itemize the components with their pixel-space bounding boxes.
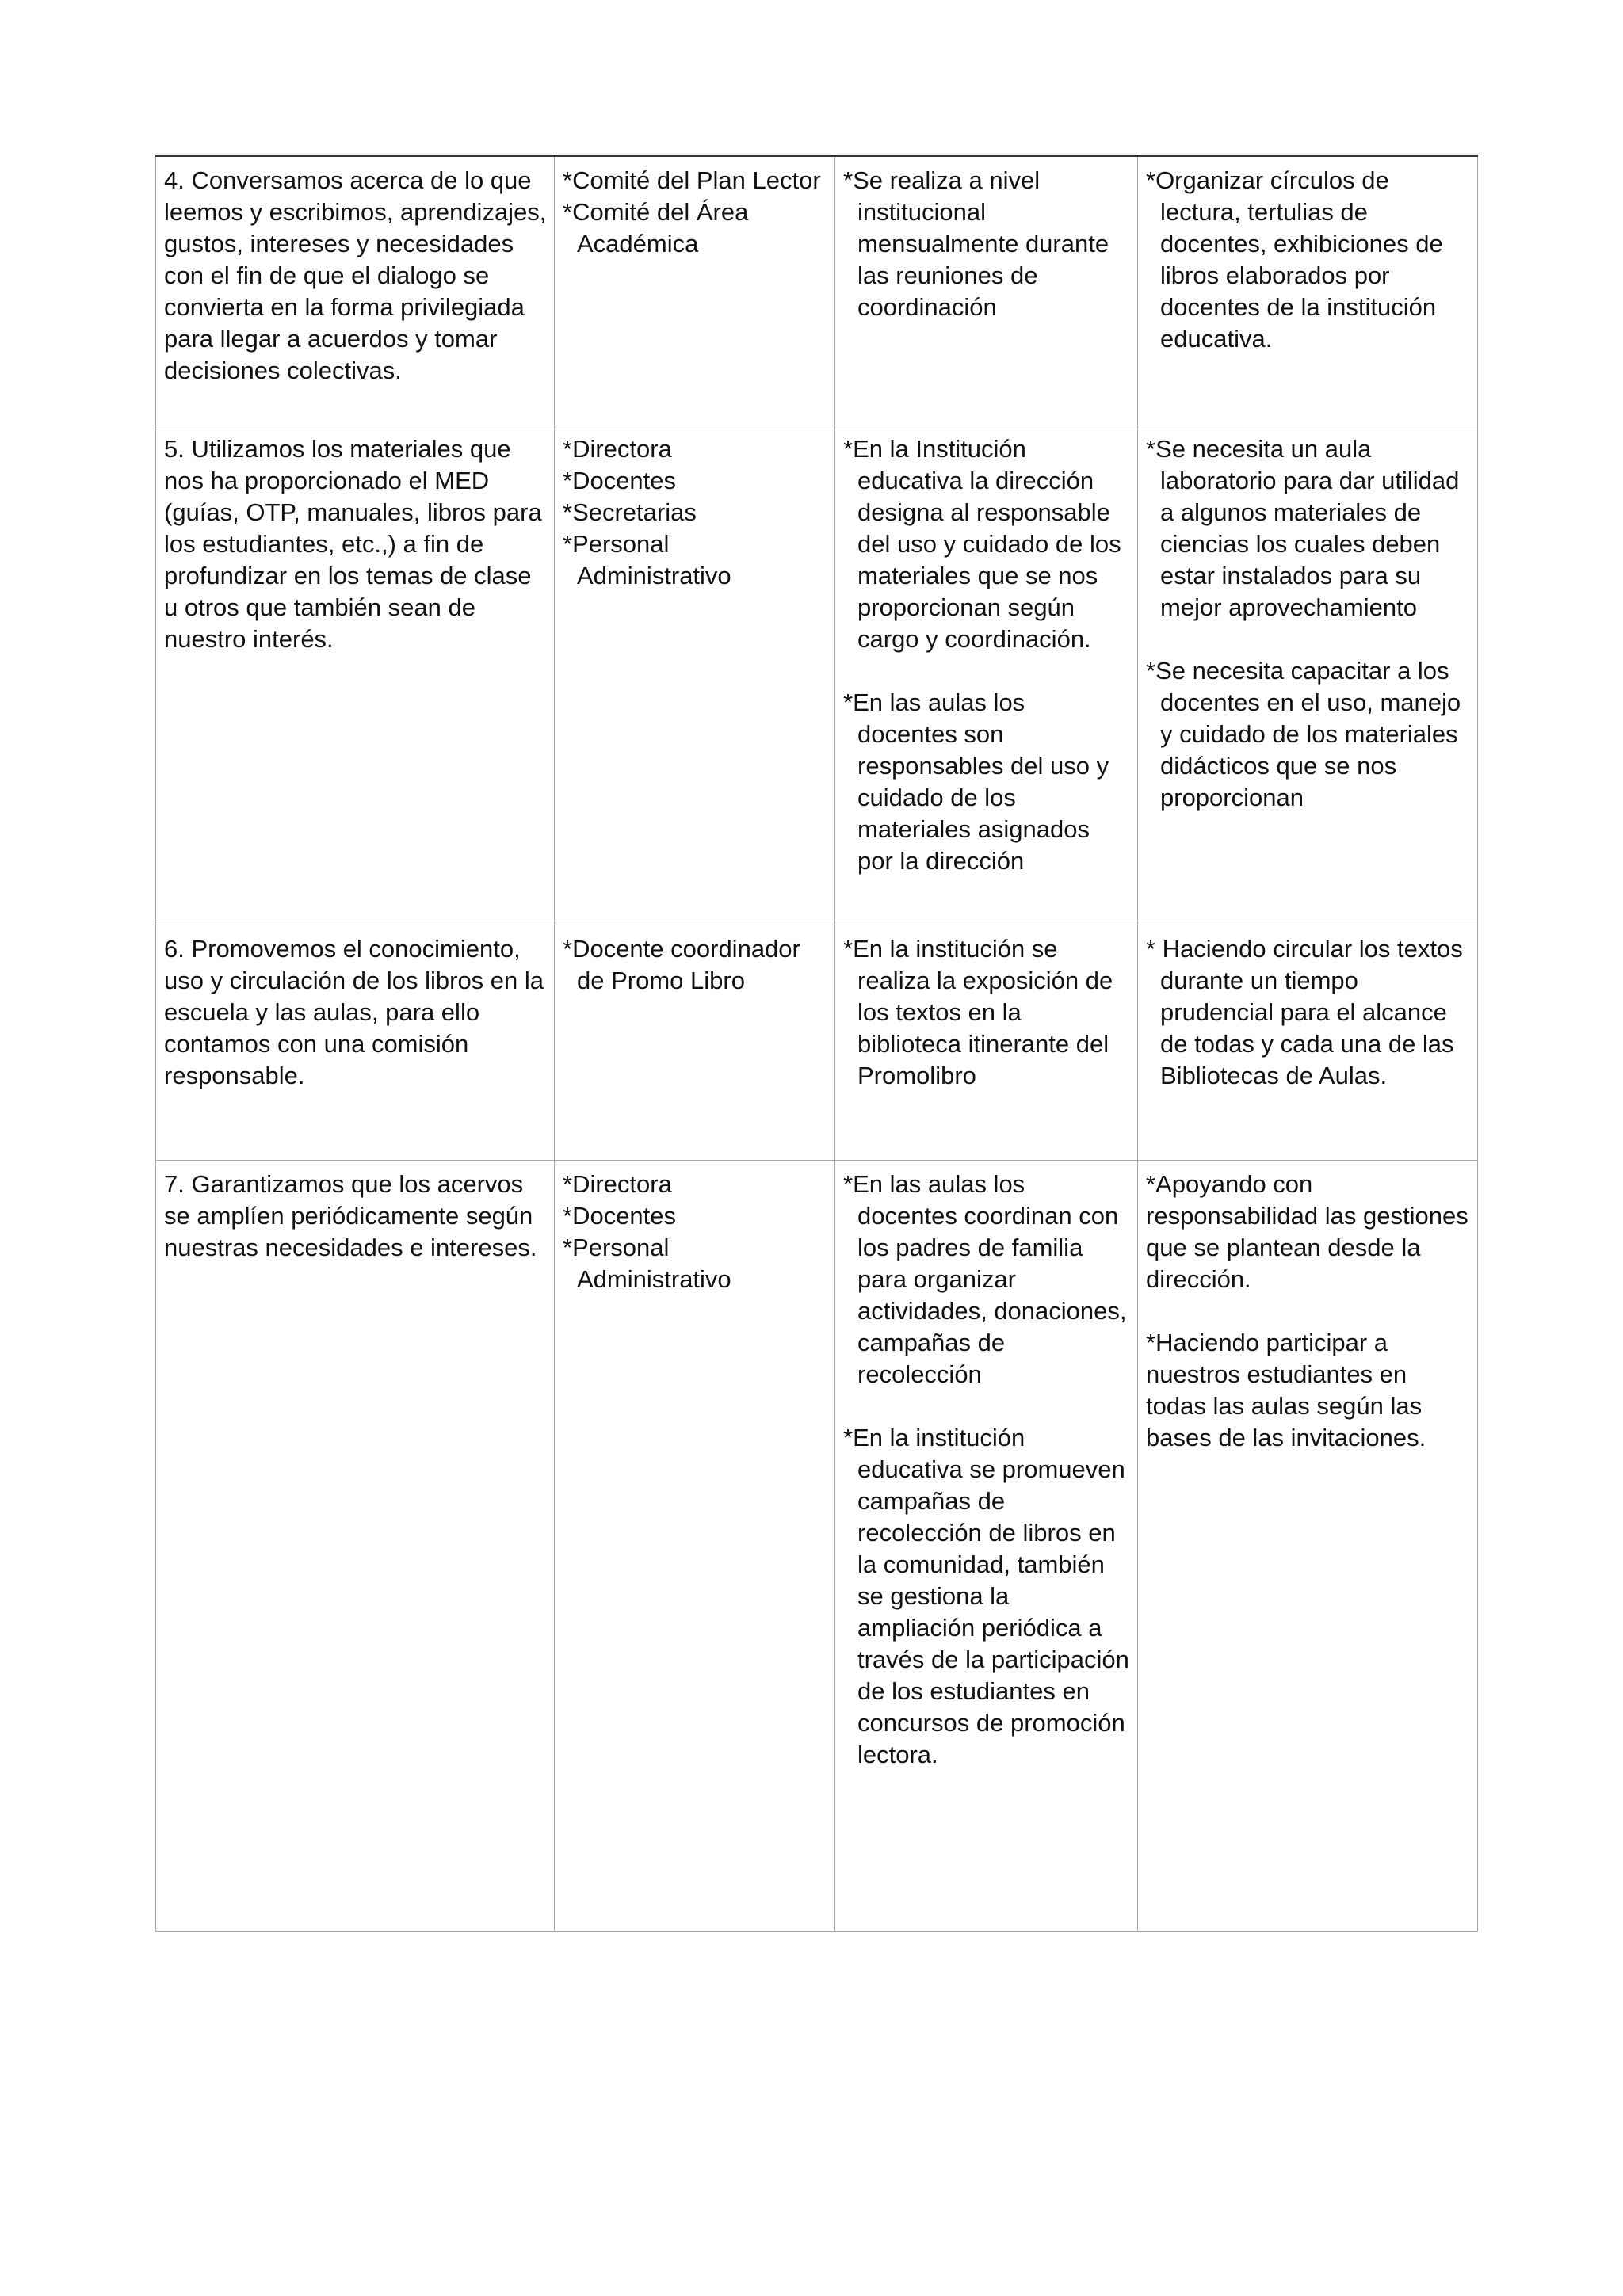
responsable-item: *Personal Administrativo: [563, 1233, 731, 1293]
responsable-item: *Docente coordinador de Promo Libro: [563, 934, 800, 994]
como-cell: [835, 1160, 1138, 1931]
sugerencias-cell: [1138, 925, 1478, 1160]
responsable-item: *Secretarias: [563, 498, 697, 526]
action-cell: [156, 156, 555, 425]
action-text: 5. Utilizamos los materiales que nos ha proporcionado el MED (guías, OTP, manuales, libros para los estudiantes, etc.,) a fin de profundizar en los temas de clase u otros que también sean de nuestro interés.: [164, 434, 542, 653]
sugerencia-paragraph: *Se necesita capacitar a los docentes en el uso, manejo y cuidado de los materiales didácticos que se nos proporcionan: [1146, 656, 1461, 811]
como-paragraph: *En la institución educativa se promueven campañas de recolección de libros en la comunidad, también se gestiona la ampliación periódica a través de la participación de los estudiantes en concursos de promoción lectora.: [843, 1423, 1129, 1768]
action-text: 6. Promovemos el conocimiento, uso y circulación de los libros en la escuela y las aulas, para ello contamos con una comisión responsable.: [164, 934, 544, 1089]
table-row: [156, 156, 1478, 425]
como-cell: [835, 425, 1138, 925]
responsable-item: *Comité del Área Académica: [563, 198, 749, 257]
action-cell: [156, 1160, 555, 1931]
como-cell: [835, 925, 1138, 1160]
responsables-cell: [555, 156, 835, 425]
sugerencias-cell: [1138, 156, 1478, 425]
responsables-cell: [555, 425, 835, 925]
como-paragraph: *En la institución se realiza la exposición de los textos en la biblioteca itinerante del Promolibro: [843, 934, 1113, 1089]
action-text: 4. Conversamos acerca de lo que leemos y escribimos, aprendizajes, gustos, intereses y necesidades con el fin de que el dialogo se convierta en la forma privilegiada para llegar a acuerdos y tomar decisiones colectivas.: [164, 166, 547, 384]
como-paragraph: *En la Institución educativa la dirección designa al responsable del uso y cuidado de los materiales que se nos proporcionan según cargo y coordinación.: [843, 434, 1121, 653]
sugerencias-cell: [1138, 1160, 1478, 1931]
como-cell: [835, 156, 1138, 425]
sugerencia-paragraph: *Apoyando con responsabilidad las gestiones que se plantean desde la dirección.: [1146, 1169, 1468, 1293]
responsable-item: *Directora: [563, 434, 672, 463]
sugerencias-cell: [1138, 425, 1478, 925]
como-paragraph: *En las aulas los docentes son responsables del uso y cuidado de los materiales asignados por la dirección: [843, 688, 1109, 875]
sugerencia-paragraph: *Haciendo participar a nuestros estudiantes en todas las aulas según las bases de las invitaciones.: [1146, 1328, 1426, 1451]
action-cell: [156, 925, 555, 1160]
responsable-item: *Directora: [563, 1169, 672, 1198]
responsables-cell: [555, 925, 835, 1160]
action-text: 7. Garantizamos que los acervos se amplíen periódicamente según nuestras necesidades e intereses.: [164, 1169, 537, 1261]
sugerencia-paragraph: *Se necesita un aula laboratorio para dar utilidad a algunos materiales de ciencias los cuales deben estar instalados para su mejor aprovechamiento: [1146, 434, 1460, 621]
responsable-item: *Docentes: [563, 466, 677, 494]
responsable-item: *Docentes: [563, 1201, 677, 1230]
actions-table: [155, 155, 1478, 1932]
table-row: [156, 425, 1478, 925]
responsable-item: *Comité del Plan Lector: [563, 166, 821, 194]
action-cell: [156, 425, 555, 925]
sugerencia-paragraph: *Organizar círculos de lectura, tertulias de docentes, exhibiciones de libros elaborados por docentes de la institución educativa.: [1146, 166, 1443, 353]
responsables-cell: [555, 1160, 835, 1931]
como-paragraph: *Se realiza a nivel institucional mensualmente durante las reuniones de coordinación: [843, 166, 1109, 321]
sugerencia-paragraph: * Haciendo circular los textos durante un tiempo prudencial para el alcance de todas y cada una de las Bibliotecas de Aulas.: [1146, 934, 1463, 1089]
como-paragraph: *En las aulas los docentes coordinan con los padres de familia para organizar actividades, donaciones, campañas de recolección: [843, 1169, 1127, 1388]
table-row: [156, 925, 1478, 1160]
table-row: [156, 1160, 1478, 1931]
responsable-item: *Personal Administrativo: [563, 529, 731, 589]
